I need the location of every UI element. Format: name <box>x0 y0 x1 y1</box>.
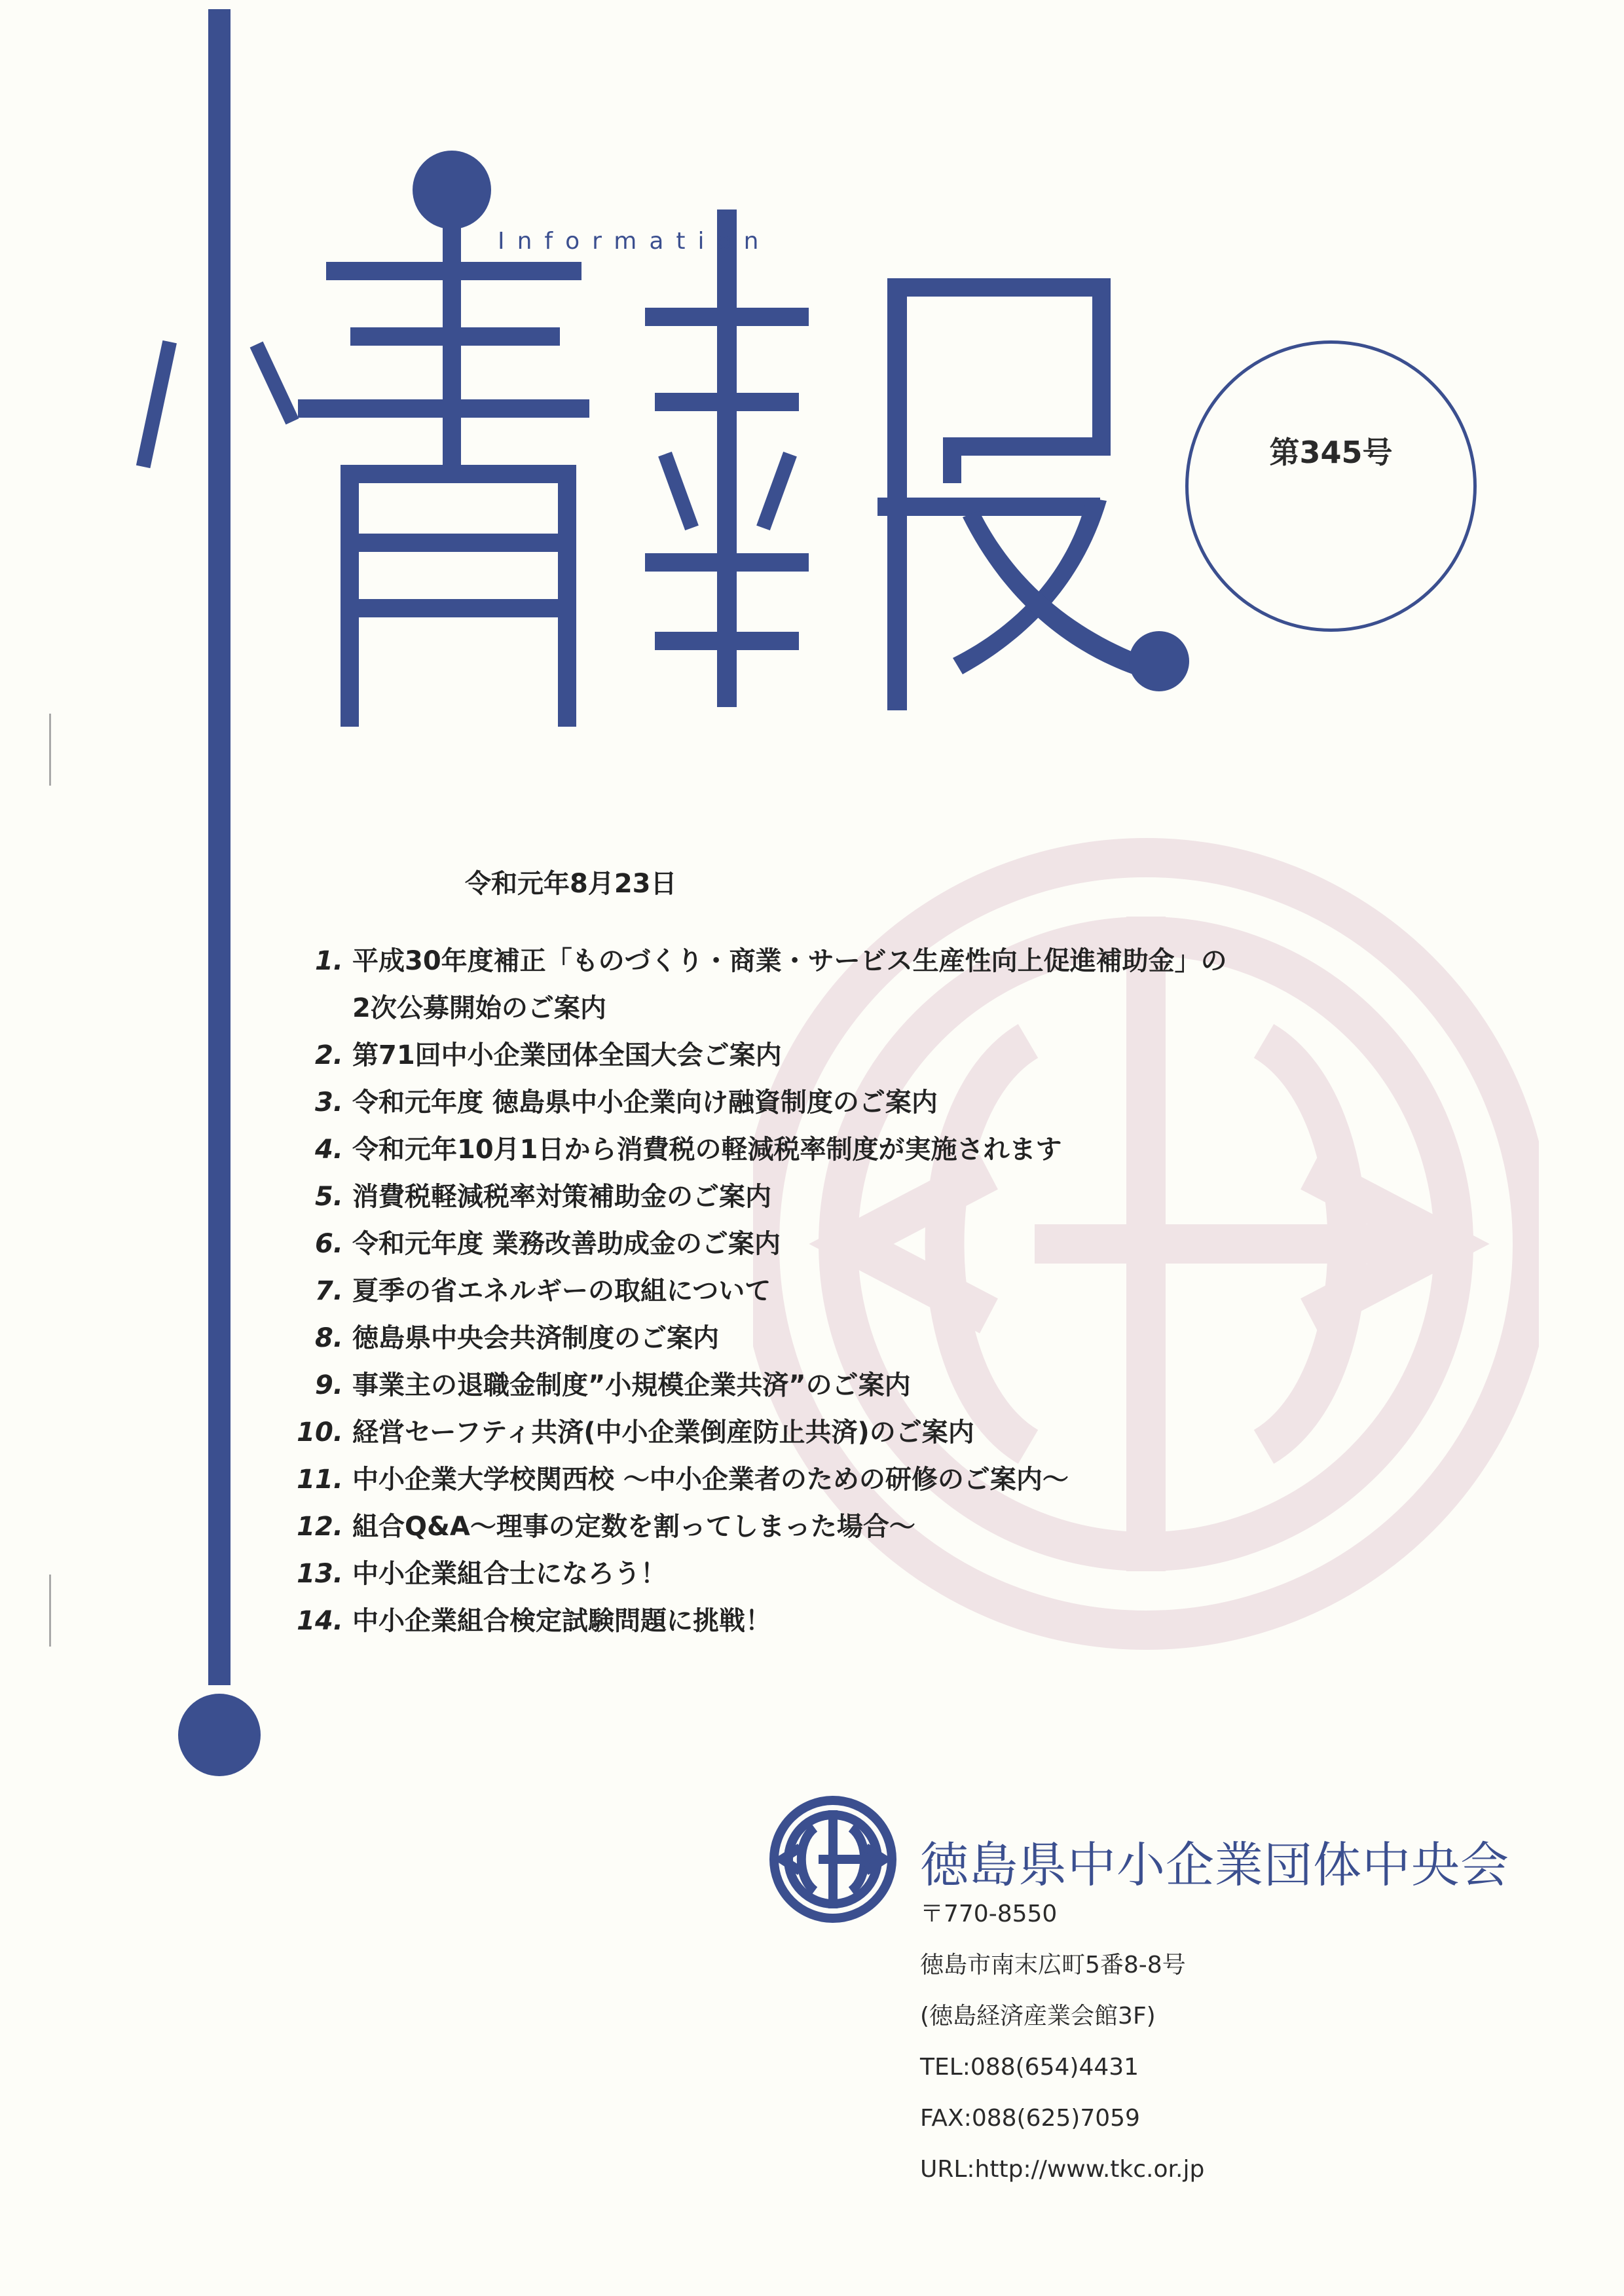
item-title: 徳島県中央会共済制度のご案内 <box>352 1323 719 1353</box>
item-number: 14. <box>297 1606 343 1636</box>
telephone: TEL:088(654)4431 <box>920 2054 1139 2081</box>
postal-code: 〒770-8550 <box>920 1901 1058 1927</box>
contact-block <box>920 1889 1204 2195</box>
address: 徳島市南末広町5番8-8号 <box>920 1952 1186 1978</box>
organization-emblem-icon <box>767 1794 898 1925</box>
item-number: 5. <box>314 1182 343 1212</box>
item-title: 中小企業大学校関西校 ～中小企業者のための研修のご案内～ <box>352 1465 1069 1495</box>
list-item <box>288 1173 1401 1220</box>
item-number: 7. <box>314 1276 343 1306</box>
list-item <box>288 1597 1401 1645</box>
item-title: 経営セーフティ共済(中小企業倒産防止共済)のご案内 <box>352 1417 974 1448</box>
masthead-subtitle: Information <box>498 228 771 255</box>
item-number: 2. <box>314 1040 343 1070</box>
item-title: 消費税軽減税率対策補助金のご案内 <box>352 1182 771 1212</box>
list-item <box>288 1032 1401 1079</box>
item-title: 令和元年度 徳島県中小企業向け融資制度のご案内 <box>352 1087 938 1118</box>
item-number: 1. <box>314 946 343 976</box>
item-title: 中小企業組合士になろう！ <box>352 1559 667 1589</box>
list-item <box>288 1409 1401 1456</box>
item-number: 9. <box>314 1370 343 1400</box>
item-number: 13. <box>297 1559 343 1589</box>
item-title: 中小企業組合検定試験問題に挑戦！ <box>352 1606 771 1636</box>
item-number: 11. <box>297 1465 343 1495</box>
issue-number: 第345号 <box>1269 435 1393 470</box>
item-number: 4. <box>314 1135 343 1165</box>
item-title: 夏季の省エネルギーの取組について <box>352 1276 771 1306</box>
list-item <box>288 1550 1401 1597</box>
item-number: 10. <box>297 1417 343 1448</box>
item-number: 6. <box>314 1229 343 1259</box>
item-number: 12. <box>297 1512 343 1542</box>
list-item <box>288 938 1401 1032</box>
issue-circle <box>1185 340 1477 632</box>
list-item <box>288 1362 1401 1409</box>
fax: FAX:088(625)7059 <box>920 2105 1140 2132</box>
building: (徳島経済産業会館3F) <box>920 2003 1156 2030</box>
list-item <box>288 1503 1401 1550</box>
website-url: URL:http://www.tkc.or.jp <box>920 2156 1205 2183</box>
item-number: 3. <box>314 1087 343 1118</box>
list-item <box>288 1079 1401 1126</box>
list-item <box>288 1315 1401 1362</box>
item-title: 第71回中小企業団体全国大会ご案内 <box>352 1040 782 1070</box>
item-title <box>352 938 1401 1032</box>
item-title-line1: 平成30年度補正「ものづくり・商業・サービス生産性向上促進補助金」の <box>352 946 1227 976</box>
item-title-line2: 2次公募開始のご案内 <box>352 993 606 1023</box>
list-item <box>288 1220 1401 1267</box>
table-of-contents <box>288 938 1401 1645</box>
item-title: 事業主の退職金制度”小規模企業共済”のご案内 <box>352 1370 911 1400</box>
item-title: 令和元年度 業務改善助成金のご案内 <box>352 1229 781 1259</box>
item-number: 8. <box>314 1323 343 1353</box>
list-item <box>288 1456 1401 1503</box>
item-title: 令和元年10月1日から消費税の軽減税率制度が実施されます <box>352 1135 1062 1165</box>
issue-date: 令和元年8月23日 <box>465 869 677 899</box>
list-item <box>288 1126 1401 1173</box>
list-item <box>288 1267 1401 1315</box>
item-title: 組合Q&A～理事の定数を割ってしまった場合～ <box>352 1512 915 1542</box>
organization-name: 徳島県中小企業団体中央会 <box>920 1837 1509 1893</box>
